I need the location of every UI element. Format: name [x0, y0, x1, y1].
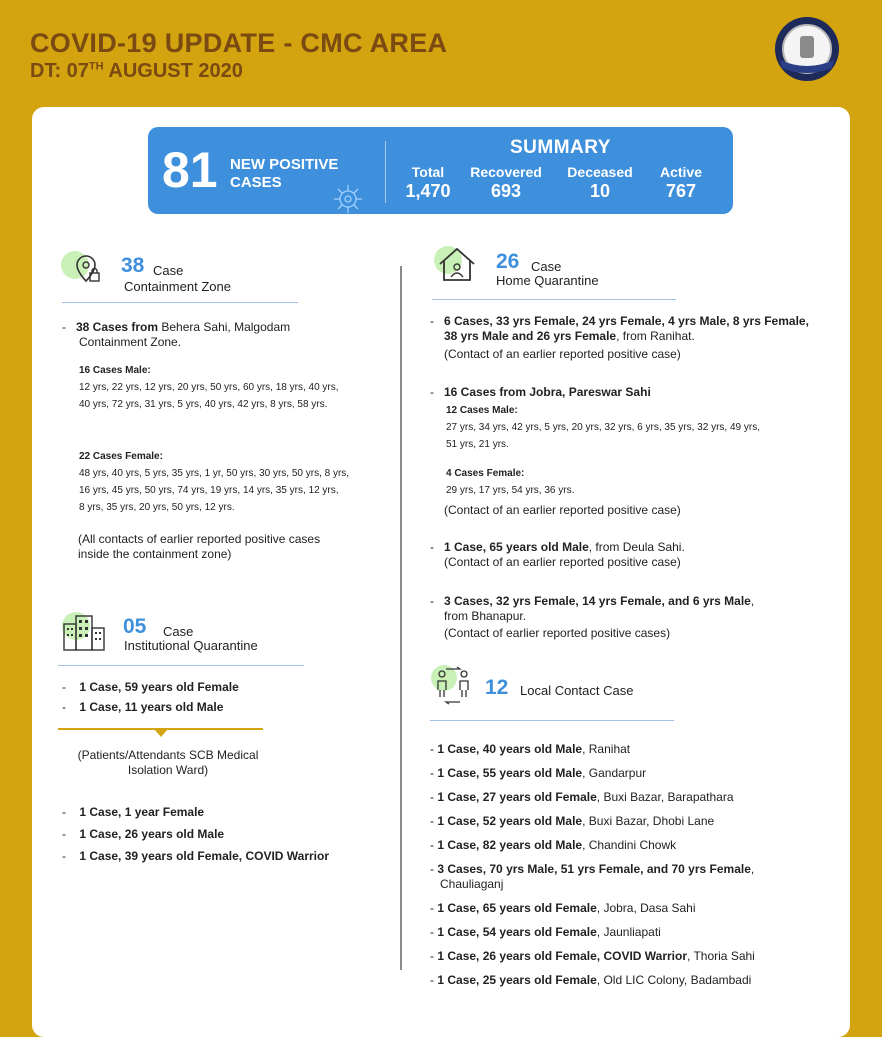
section-underline [62, 302, 298, 303]
ages-line: 40 yrs, 72 yrs, 31 yrs, 5 yrs, 40 yrs, 42 yrs, 8 yrs, 58 yrs. [79, 399, 328, 410]
containment-note [78, 532, 398, 562]
home-group-1 [430, 314, 850, 362]
text: , Jobra, Dasa Sahi [596, 901, 696, 915]
date-prefix: DT: 07 [30, 60, 89, 82]
list-item: - 6 Cases, 33 yrs Female, 24 yrs Female, 4 yrs Male, 8 yrs Female, [430, 314, 809, 328]
ages-line: 12 yrs, 22 yrs, 12 yrs, 20 yrs, 50 yrs, 60 yrs, 18 yrs, 40 yrs, [79, 382, 339, 393]
stat-total [400, 164, 456, 202]
institutional-case-word: Case [163, 624, 194, 639]
note-line: (Contact of an earlier reported positive case) [444, 555, 681, 569]
institutional-list-b [62, 805, 392, 864]
list-item: - 1 Case, 55 years old Male, Gandarpur [430, 766, 647, 780]
summary-heading: SUMMARY [510, 137, 611, 158]
summary-banner [148, 127, 733, 214]
female-heading: 22 Cases Female: [79, 451, 163, 462]
bold-text: 1 Case, 27 years old Female [437, 790, 597, 804]
text: , Old LIC Colony, Badambadi [596, 973, 752, 987]
list-item: - 1 Case, 59 years old Female [62, 680, 239, 694]
bold-text: 1 Case, 39 years old Female, COVID Warrior [79, 849, 330, 863]
list-item: - 1 Case, 65 years old Female, Jobra, Dasa Sahi [430, 901, 696, 915]
stat-value: 10 [589, 181, 611, 201]
male-heading: 12 Cases Male: [446, 405, 518, 416]
virus-icon [328, 181, 368, 213]
bold-text: 1 Case, 54 years old Female [437, 925, 597, 939]
list-item: - 1 Case, 52 years old Male, Buxi Bazar, Dhobi Lane [430, 814, 715, 828]
page-date [30, 60, 243, 83]
bold-text: 1 Case, 26 years old Male [79, 827, 225, 841]
text: , Ranihat [582, 742, 631, 756]
stat-label: Total [411, 164, 445, 180]
home-count: 26 [496, 250, 520, 273]
text: , Chandini Chowk [582, 838, 677, 852]
date-sup: TH [88, 60, 104, 73]
text: , [750, 594, 755, 608]
ages-line: 51 yrs, 21 yrs. [446, 439, 509, 450]
note-line: Isolation Ward) [127, 763, 209, 777]
bold-text: 16 Cases from Jobra, Pareswar Sahi [444, 385, 651, 399]
bold-text: 3 Cases, 70 yrs Male, 51 yrs Female, and 70 yrs Female [437, 862, 751, 876]
list-item: - 1 Case, 54 years old Female, Jaunliapati [430, 925, 661, 939]
bold-text: 1 Case, 26 years old Female, COVID Warrior [437, 949, 688, 963]
list-item: - 1 Case, 82 years old Male, Chandini Chowk [430, 838, 677, 852]
bold-text: 1 Case, 40 years old Male [437, 742, 583, 756]
note-line: inside the containment zone) [78, 547, 232, 561]
note-line: (Contact of earlier reported positive cases) [444, 626, 671, 640]
text-line: Chauliaganj [440, 877, 504, 891]
bold-text: 1 Case, 25 years old Female [437, 973, 597, 987]
institutional-label: Institutional Quarantine [124, 638, 258, 653]
containment-label: Containment Zone [124, 279, 231, 294]
list-item: - 1 Case, 40 years old Male, Ranihat [430, 742, 631, 756]
list-item: - 38 Cases from Behera Sahi, Malgodam [62, 320, 291, 334]
bold-text: 1 Case, 11 years old Male [79, 700, 224, 714]
text: , from Ranihat. [616, 329, 695, 343]
female-heading: 4 Cases Female: [446, 468, 525, 479]
bold-text: 3 Cases, 32 yrs Female, 14 yrs Female, and 6 yrs Male [444, 594, 751, 608]
list-item-cont [430, 329, 850, 344]
text: , Jaunliapati [596, 925, 661, 939]
stat-value: 1,470 [405, 181, 451, 201]
section-underline [430, 720, 674, 721]
list-item: - 1 Case, 39 years old Female, COVID Warrior [62, 849, 330, 863]
institutional-count: 05 [123, 615, 147, 638]
local-label: Local Contact Case [520, 683, 634, 698]
ages-line: 8 yrs, 35 yrs, 20 yrs, 50 yrs, 12 yrs. [79, 502, 235, 513]
bold-text: 1 Case, 52 years old Male [437, 814, 583, 828]
list-item: - 1 Case, 27 years old Female, Buxi Bazar, Barapathara [430, 790, 734, 804]
home-label: Home Quarantine [496, 273, 599, 288]
list-item: - 3 Cases, 70 yrs Male, 51 yrs Female, and 70 yrs Female, Chauliaganj [430, 862, 850, 892]
ages-line: 48 yrs, 40 yrs, 5 yrs, 35 yrs, 1 yr, 50 yrs, 30 yrs, 50 yrs, 8 yrs, [79, 468, 350, 479]
text: Behera Sahi, Malgodam [158, 320, 291, 334]
list-item: - 1 Case, 26 years old Male [62, 827, 225, 841]
stat-value: 693 [490, 181, 522, 201]
containment-case-word: Case [153, 263, 184, 278]
bold-text: 1 Case, 82 years old Male [437, 838, 583, 852]
stat-label: Recovered [470, 164, 542, 180]
institutional-list-a [62, 680, 392, 715]
stat-active [653, 164, 709, 202]
note-line: (All contacts of earlier reported positive cases [78, 532, 321, 546]
ages-line: 27 yrs, 34 yrs, 42 yrs, 5 yrs, 20 yrs, 32 yrs, 6 yrs, 35 yrs, 32 yrs, 49 yrs, [446, 422, 760, 433]
home-icon [434, 244, 480, 286]
local-count: 12 [485, 676, 509, 699]
bold-text: 1 Case, 59 years old Female [79, 680, 239, 694]
banner-divider [385, 141, 386, 203]
bold-text: 1 Case, 65 years old Female [437, 901, 597, 915]
text-line: Containment Zone. [79, 335, 182, 349]
containment-count: 38 [121, 254, 145, 277]
containment-male-block [79, 362, 399, 413]
bold-text: 6 Cases, 33 yrs Female, 24 yrs Female, 4 yrs Male, 8 yrs Female, [444, 314, 809, 328]
home-group-2-female [446, 465, 836, 499]
ages-line: 29 yrs, 17 yrs, 54 yrs, 36 yrs. [446, 485, 575, 496]
containment-details [62, 320, 392, 350]
stat-label: Active [659, 164, 703, 180]
text: , Thoria Sahi [687, 949, 755, 963]
cmc-logo-icon [772, 14, 842, 84]
list-item: - 1 Case, 25 years old Female, Old LIC Colony, Badambadi [430, 973, 752, 987]
note-line: (Contact of an earlier reported positive case) [444, 503, 681, 517]
text: , Buxi Bazar, Barapathara [596, 790, 734, 804]
contact-people-icon [430, 664, 476, 706]
bold-text: 38 yrs Male and 26 yrs Female [444, 329, 617, 343]
institutional-note [58, 748, 278, 778]
new-cases-label: NEW POSITIVE CASES [230, 156, 339, 191]
list-item: - 1 Case, 65 years old Male, from Deula Sahi. [430, 540, 685, 554]
hospital-building-icon [58, 610, 108, 654]
section-underline [432, 299, 676, 300]
page-title: COVID-19 UPDATE - CMC AREA [30, 28, 448, 58]
list-item: - 1 Case, 11 years old Male [62, 700, 224, 714]
male-heading: 16 Cases Male: [79, 365, 151, 376]
text: , [750, 862, 755, 876]
home-case-word: Case [531, 259, 562, 274]
stat-value: 767 [665, 181, 697, 201]
home-group-3 [430, 540, 850, 570]
new-cases-count: 81 [162, 142, 218, 198]
home-group-2-male [446, 402, 836, 453]
note-line: (Contact of an earlier reported positive case) [444, 347, 681, 361]
text-line: from Bhanapur. [444, 609, 527, 623]
date-suffix: AUGUST 2020 [103, 60, 243, 82]
ages-line: 16 yrs, 45 yrs, 50 yrs, 74 yrs, 19 yrs, 14 yrs, 35 yrs, 12 yrs, [79, 485, 339, 496]
gold-divider-arrow [154, 729, 168, 737]
home-group-4 [430, 594, 850, 641]
note-line: (Patients/Attendants SCB Medical [77, 748, 259, 762]
text: , Buxi Bazar, Dhobi Lane [582, 814, 715, 828]
list-item: - 16 Cases from Jobra, Pareswar Sahi [430, 385, 651, 399]
home-group-2 [430, 385, 850, 400]
list-item: - 1 Case, 26 years old Female, COVID Warrior, Thoria Sahi [430, 949, 755, 963]
containment-female-block [79, 448, 399, 516]
text: , Gandarpur [582, 766, 647, 780]
local-list [430, 742, 850, 988]
stat-recovered [466, 164, 546, 202]
bold-text: 1 Case, 1 year Female [79, 805, 205, 819]
stat-deceased [560, 164, 640, 202]
stat-label: Deceased [567, 164, 633, 180]
location-lock-icon [60, 248, 106, 288]
bold-text: 1 Case, 55 years old Male [437, 766, 583, 780]
list-item: - 1 Case, 1 year Female [62, 805, 205, 819]
bold-text: 38 Cases from [76, 320, 159, 334]
bold-text: 1 Case, 65 years old Male [444, 540, 589, 554]
text: , from Deula Sahi. [588, 540, 685, 554]
list-item: - 3 Cases, 32 yrs Female, 14 yrs Female, and 6 yrs Male, [430, 594, 755, 608]
column-divider [400, 266, 402, 970]
section-underline [58, 665, 304, 666]
